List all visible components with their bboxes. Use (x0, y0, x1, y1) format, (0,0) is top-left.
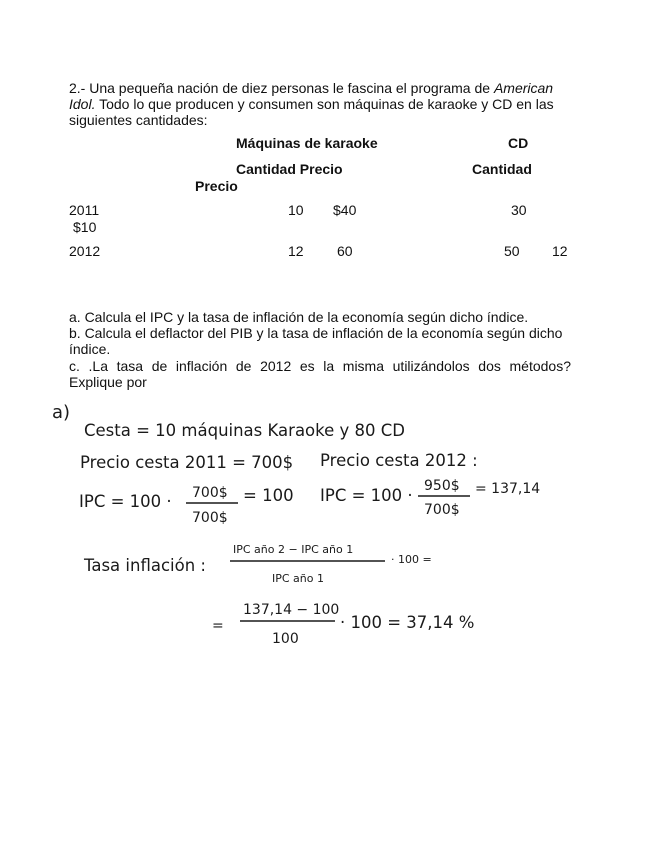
hw-ipc1-lhs: IPC = 100 · (79, 492, 172, 511)
table-row-2012-year: 2012 (69, 243, 101, 259)
hw-ipc2-res: = 137,14 (475, 481, 541, 497)
question-a: a. Calcula el IPC y la tasa de inflación de la economía según dicho índice. (69, 309, 529, 325)
hw-tasa-den: IPC año 1 (272, 572, 324, 585)
hw-label-a: a) (52, 402, 71, 423)
table-head-cd: CD (508, 135, 529, 151)
table-row-2011-cd-price: $10 (73, 219, 97, 235)
hw-ipc2-den: 700$ (424, 502, 460, 518)
question-b-line-1: b. Calcula el deflactor del PIB y la tasa de inflación de la economía según dicho (69, 325, 563, 341)
hw-ipc2-lhs: IPC = 100 · (320, 486, 413, 505)
hw-eq-lead: = (212, 618, 224, 634)
table-row-2011-year: 2011 (69, 202, 100, 218)
hw-ipc1-num: 700$ (192, 485, 228, 501)
table-row-2012-cd-price: 12 (552, 243, 568, 259)
table-row-2012-cd-qty: 50 (504, 243, 520, 259)
table-sub-cantidad-precio: Cantidad Precio (236, 161, 343, 177)
table-row-2011-cd-qty: 30 (511, 202, 527, 218)
hw-tasa-mul: · 100 = (391, 553, 432, 566)
table-row-2012-k-qty: 12 (288, 243, 304, 259)
problem-line-1-text: 2.- Una pequeña nación de diez personas le fascina el programa de (69, 80, 494, 96)
problem-line-3: siguientes cantidades: (69, 112, 208, 128)
hw-calc-num: 137,14 − 100 (243, 602, 340, 618)
hw-precio-2012: Precio cesta 2012 : (320, 451, 478, 470)
problem-line-2-text: Todo lo que producen y consumen son máquinas de karaoke y CD en las (95, 96, 554, 112)
hw-ipc1-res: = 100 (243, 486, 294, 505)
table-sub-cantidad: Cantidad (472, 161, 532, 177)
table-row-2011-k-price: $40 (333, 202, 357, 218)
table-head-karaoke: Máquinas de karaoke (236, 135, 378, 151)
question-c-line-2: Explique por (69, 374, 147, 390)
hw-tasa-num: IPC año 2 − IPC año 1 (233, 543, 354, 556)
american-idol-italic: American (493, 80, 554, 96)
hw-precio-2011: Precio cesta 2011 = 700$ (80, 453, 294, 472)
hw-cesta: Cesta = 10 máquinas Karaoke y 80 CD (84, 421, 405, 440)
hw-tasa-lhs: Tasa inflación : (84, 556, 206, 575)
idol-italic: Idol. (69, 96, 96, 112)
hw-calc-res: · 100 = 37,14 % (340, 613, 475, 632)
table-row-2011-k-qty: 10 (288, 202, 304, 218)
table-row-2012-k-price: 60 (337, 243, 353, 259)
question-c-line-1: c. .La tasa de inflación de 2012 es la misma utilizándolos dos métodos? (69, 358, 571, 374)
hw-calc-den: 100 (272, 631, 299, 647)
hw-ipc1-den: 700$ (192, 510, 228, 526)
hw-ipc2-num: 950$ (424, 478, 460, 494)
question-b-line-2: índice. (69, 341, 111, 357)
table-sub-precio: Precio (195, 178, 238, 194)
